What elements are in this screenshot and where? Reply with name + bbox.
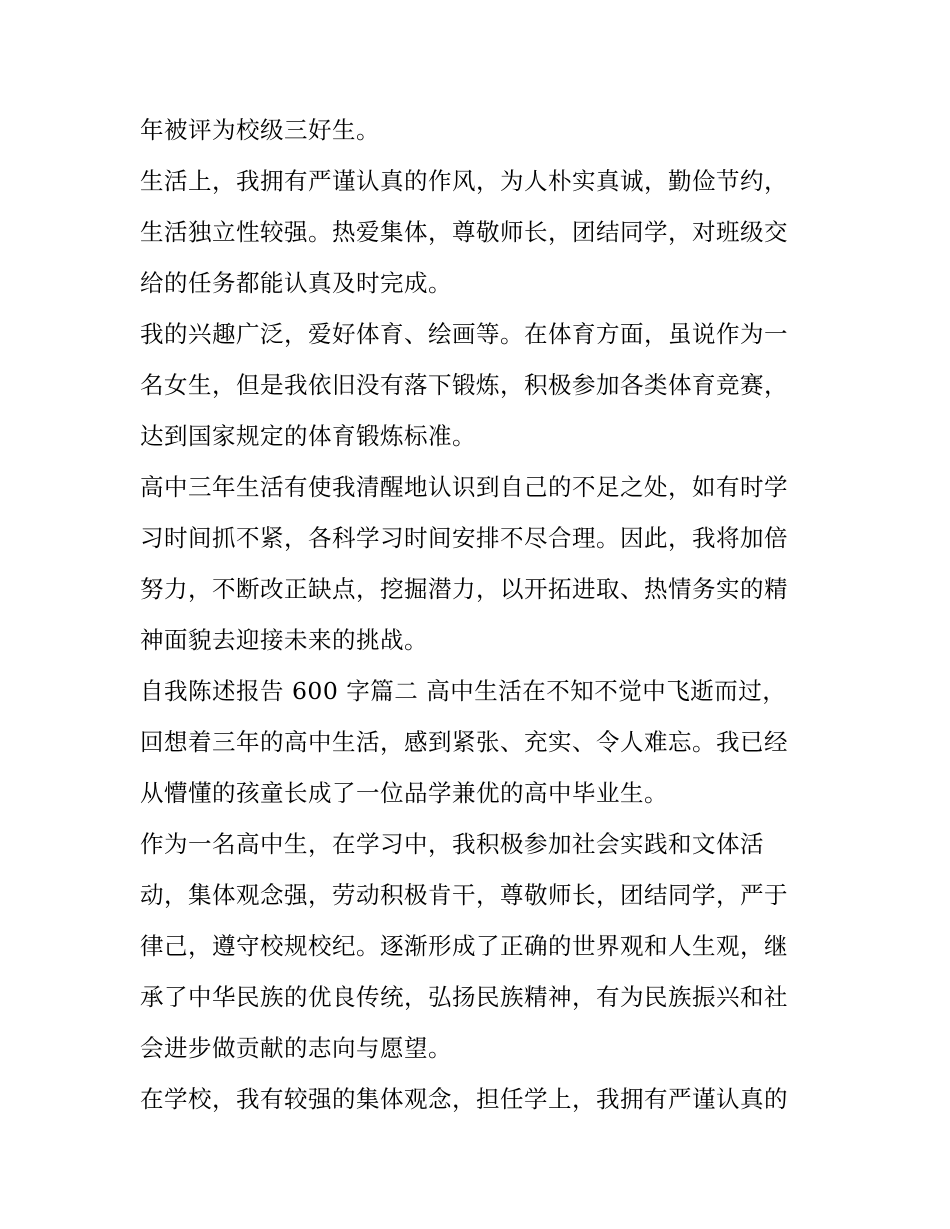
text-line: 达到国家规定的体育锻炼标准。 <box>140 422 476 450</box>
text-line: 习时间抓不紧，各科学习时间安排不尽合理。因此，我将加倍 <box>140 524 788 552</box>
text-line: 会进步做贡献的志向与愿望。 <box>140 1034 452 1062</box>
text-line: 生活独立性较强。热爱集体，尊敬师长，团结同学，对班级交 <box>140 218 788 246</box>
text-line: 自我陈述报告 600 字篇二 高中生活在不知不觉中飞逝而过， <box>140 677 787 705</box>
text-line: 给的任务都能认真及时完成。 <box>140 269 452 297</box>
text-line: 生活上，我拥有严谨认真的作风，为人朴实真诚，勤俭节约， <box>140 167 788 195</box>
text-line: 承了中华民族的优良传统，弘扬民族精神，有为民族振兴和社 <box>140 983 788 1011</box>
document-body <box>140 105 820 1125</box>
text-line: 从懵懂的孩童长成了一位品学兼优的高中毕业生。 <box>140 779 668 807</box>
text-line: 在学校，我有较强的集体观念，担任学上，我拥有严谨认真的 <box>140 1085 788 1113</box>
text-line: 回想着三年的高中生活，感到紧张、充实、令人难忘。我已经 <box>140 728 788 756</box>
text-line: 努力，不断改正缺点，挖掘潜力，以开拓进取、热情务实的精 <box>140 575 788 603</box>
text-line: 我的兴趣广泛，爱好体育、绘画等。在体育方面，虽说作为一 <box>140 320 788 348</box>
text-line: 高中三年生活有使我清醒地认识到自己的不足之处，如有时学 <box>140 473 788 501</box>
text-line: 动，集体观念强，劳动积极肯干，尊敬师长，团结同学，严于 <box>140 881 788 909</box>
text-line: 律己，遵守校规校纪。逐渐形成了正确的世界观和人生观，继 <box>140 932 788 960</box>
text-line: 年被评为校级三好生。 <box>140 116 380 144</box>
text-line: 神面貌去迎接未来的挑战。 <box>140 626 428 654</box>
text-line: 名女生，但是我依旧没有落下锻炼，积极参加各类体育竞赛， <box>140 371 788 399</box>
text-line: 作为一名高中生，在学习中，我积极参加社会实践和文体活 <box>140 830 764 858</box>
